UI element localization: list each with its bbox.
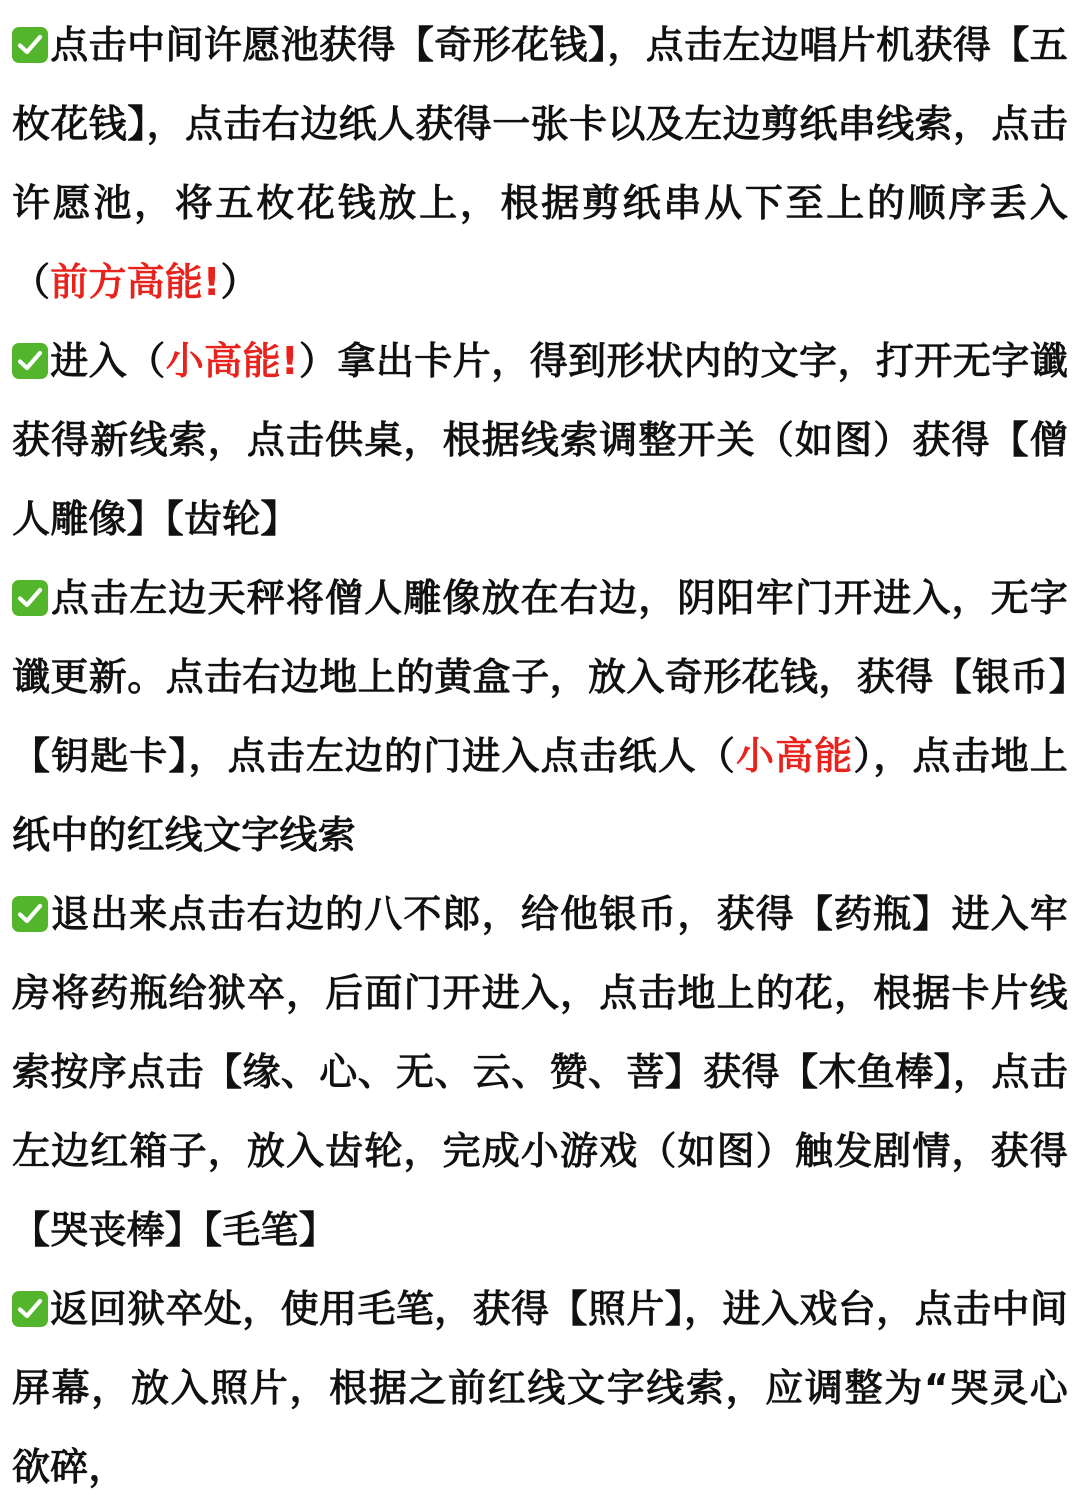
step-text: 进入（ <box>50 339 166 383</box>
guide-step-paragraph <box>12 875 1068 1270</box>
check-mark-icon <box>12 580 48 616</box>
highlight-text: 小高能! <box>165 339 299 383</box>
guide-step-paragraph <box>12 322 1068 559</box>
guide-document <box>12 6 1068 1507</box>
guide-step-paragraph <box>12 559 1068 875</box>
step-text: 返回狱卒处，使用毛笔，获得【照片】，进入戏台，点击中间屏幕，放入照片，根据之前红线文字线索，应调整为“哭灵心欲碎， <box>12 1287 1068 1489</box>
guide-step-paragraph <box>12 1270 1068 1507</box>
highlight-text: 前方高能! <box>50 260 221 304</box>
check-mark-icon <box>12 27 48 63</box>
step-text: ）拿出卡片，得到形状内的文字，打开无字谶获得新线索，点击供桌，根据线索调整开关（如图）获得【僧人雕像】【齿轮】 <box>12 339 1068 541</box>
check-mark-icon <box>12 896 48 932</box>
highlight-text: 小高能 <box>735 734 854 778</box>
step-text: ），点击地上纸中的红线文字线索 <box>12 734 1068 857</box>
step-text: 退出来点击右边的八不郎，给他银币，获得【药瓶】进入牢房将药瓶给狱卒，后面门开进入，点击地上的花，根据卡片线索按序点击【缘、心、无、云、赞、菩】获得【木鱼棒】，点击左边红箱子，放入齿轮，完成小游戏（如图）触发剧情，获得【哭丧棒】【毛笔】 <box>12 892 1068 1252</box>
step-text: ） <box>220 260 259 304</box>
step-text: 点击左边天秤将僧人雕像放在右边，阴阳牢门开进入，无字谶更新。点击右边地上的黄盒子，放入奇形花钱，获得【银币】【钥匙卡】，点击左边的门进入点击纸人（ <box>12 576 1068 778</box>
check-mark-icon <box>12 343 48 379</box>
check-mark-icon <box>12 1291 48 1327</box>
step-text: 点击中间许愿池获得【奇形花钱】，点击左边唱片机获得【五枚花钱】，点击右边纸人获得一张卡以及左边剪纸串线索，点击许愿池，将五枚花钱放上，根据剪纸串从下至上的顺序丢入（ <box>12 23 1068 304</box>
guide-step-paragraph <box>12 6 1068 322</box>
